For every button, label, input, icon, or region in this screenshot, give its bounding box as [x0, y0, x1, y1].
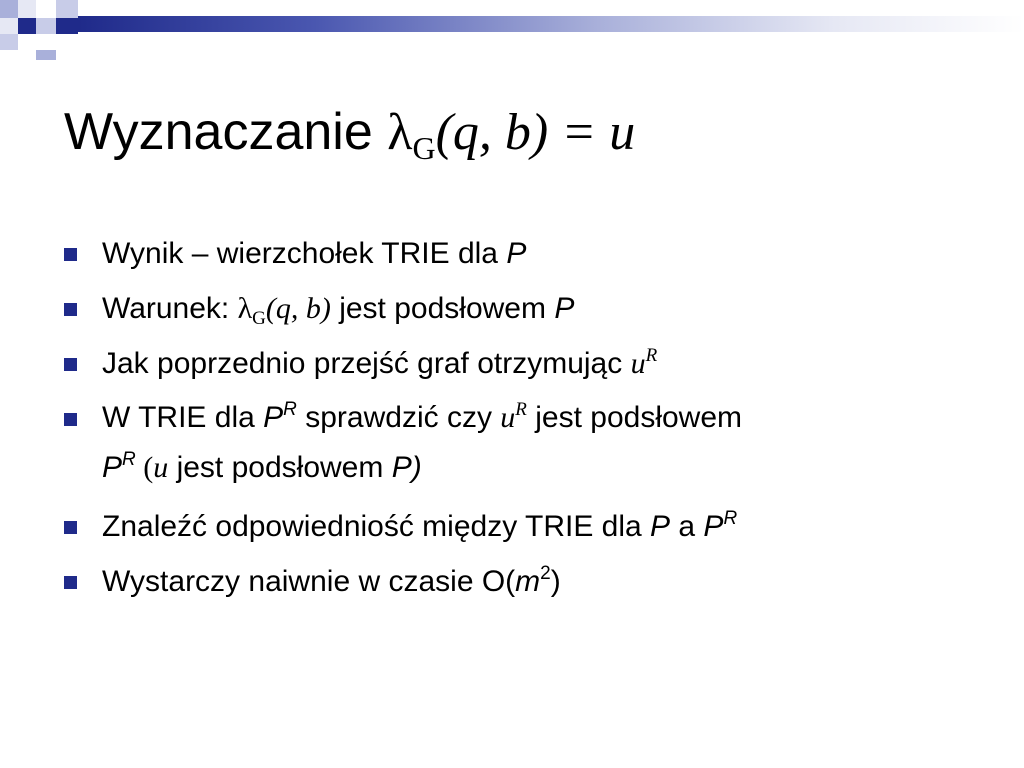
- bullet-square-icon: [64, 576, 77, 589]
- bullet-square-icon: [64, 303, 77, 316]
- title-text: Wyznaczanie: [64, 103, 388, 161]
- deco-square: [18, 0, 36, 18]
- inline-formula: $u^R$: [500, 399, 527, 434]
- deco-square: [36, 18, 56, 34]
- deco-square: [36, 34, 56, 50]
- bullet-square-icon: [64, 521, 77, 534]
- bullet-list: [64, 226, 964, 609]
- bullet-square-icon: [64, 358, 77, 371]
- deco-square: [56, 0, 78, 18]
- deco-square: [0, 18, 18, 34]
- slide-title: [64, 92, 635, 173]
- bullet-square-icon: [64, 248, 77, 261]
- title-formula: $\lambda_G(q$, b) = u: [387, 104, 636, 166]
- bullet-item: Wystarczy naiwnie w czasie $O(m^2)$: [64, 554, 964, 609]
- deco-square: [36, 50, 56, 60]
- inline-formula: $\lambda_G(q$, b): [237, 292, 331, 329]
- bullet-item: Znaleźć odpowiedniość między TRIE dla P a $P^R$: [64, 499, 964, 554]
- bullet-item: Warunek: $\lambda_G(q$, b) jest podsłowem P: [64, 281, 964, 336]
- deco-square: [56, 18, 78, 34]
- deco-square: [36, 0, 56, 18]
- bullet-item: W TRIE dla $P^R$ sprawdzić czy $u^R$ jest podsłowem $P^R$ (u jest podsłowem P): [64, 393, 964, 493]
- deco-square: [0, 0, 18, 18]
- deco-square: [18, 34, 36, 50]
- bullet-item: Wynik – wierzchołek TRIE dla P: [64, 226, 964, 281]
- bullet-square-icon: [64, 413, 77, 426]
- header-gradient-bar: [78, 16, 1024, 32]
- inline-formula: $u^R$: [630, 345, 658, 380]
- deco-square: [0, 34, 18, 50]
- header-decoration: [0, 0, 1024, 60]
- bullet-item: Jak poprzednio przejść graf otrzymując $u^R$: [64, 336, 964, 391]
- deco-square: [18, 18, 36, 34]
